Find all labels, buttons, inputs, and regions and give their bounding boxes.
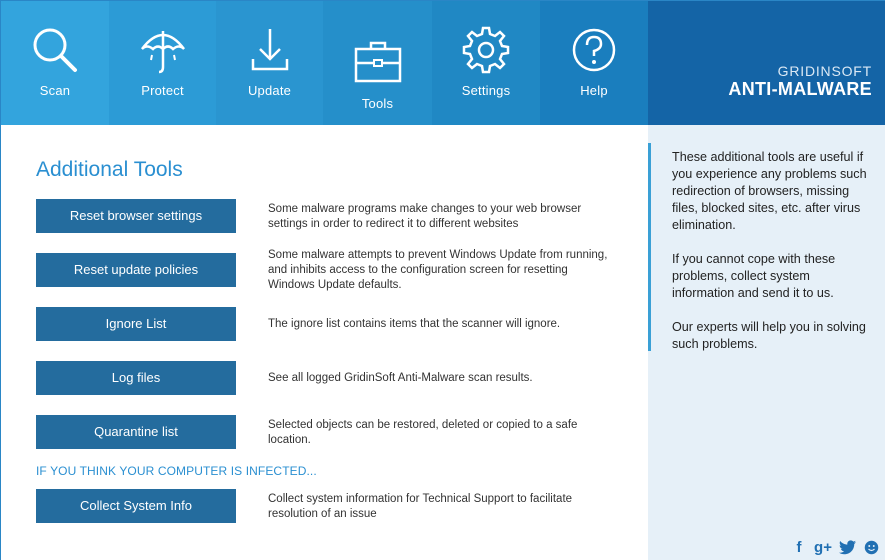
page-title: Additional Tools [36, 158, 183, 181]
info-paragraph: These additional tools are useful if you experience any problems such redirection of browsers, missing files, blocked sites, etc. after virus elimination. [672, 150, 867, 232]
info-paragraph: Our experts will help you in solving such problems. [672, 320, 866, 351]
tab-tools-label: Tools [361, 96, 394, 111]
social-links [790, 538, 880, 556]
info-panel-text [672, 149, 872, 370]
info-panel [648, 125, 885, 560]
gear-icon [432, 25, 540, 79]
umbrella-icon [109, 25, 216, 79]
infected-heading: IF YOU THINK YOUR COMPUTER IS INFECTED... [36, 464, 317, 478]
reset-update-policies-description: Some malware attempts to prevent Windows Update from running, and inhibits access to the configuration screen for resetting Windows Update defaults. [268, 249, 608, 291]
tab-scan-label: Scan [39, 83, 71, 98]
tab-tools[interactable] [323, 1, 432, 137]
google-plus-icon[interactable]: g+ [814, 538, 832, 556]
download-icon [216, 25, 323, 79]
facebook-icon[interactable]: f [796, 538, 802, 556]
tab-settings[interactable] [432, 1, 540, 125]
twitter-icon[interactable] [838, 538, 856, 556]
toolbox-icon [323, 39, 432, 93]
reset-browser-settings-button[interactable]: Reset browser settings [36, 199, 236, 233]
tab-help[interactable] [540, 1, 648, 125]
brand-logo [648, 1, 885, 125]
log-files-description: See all logged GridinSoft Anti-Malware scan results. [268, 372, 533, 384]
brand-product: ANTI-MALWARE [728, 79, 872, 99]
tab-protect-label: Protect [141, 83, 184, 98]
ignore-list-description: The ignore list contains items that the scanner will ignore. [268, 318, 561, 330]
info-panel-accent [648, 143, 651, 351]
info-paragraph: If you cannot cope with these problems, collect system information and send it to us. [672, 252, 836, 300]
quarantine-list-description: Selected objects can be restored, deleted or copied to a safe location. [268, 419, 578, 446]
search-icon [1, 25, 109, 79]
tab-settings-label: Settings [461, 83, 511, 98]
collect-system-info-button[interactable]: Collect System Info [36, 489, 236, 523]
reset-browser-settings-description: Some malware programs make changes to your web browser settings in order to redirect it to different websites [268, 203, 582, 230]
main-content [1, 125, 648, 560]
tab-help-label: Help [580, 83, 608, 98]
help-icon [540, 25, 648, 79]
brand-company: GRIDINSOFT [777, 63, 872, 79]
log-files-button[interactable]: Log files [36, 361, 236, 395]
feedback-smiley-icon[interactable] [862, 538, 880, 556]
top-navigation [1, 1, 885, 125]
ignore-list-button[interactable]: Ignore List [36, 307, 236, 341]
collect-system-info-description: Collect system information for Technical Support to facilitate resolution of an issue [268, 493, 573, 520]
quarantine-list-button[interactable]: Quarantine list [36, 415, 236, 449]
tab-protect[interactable] [109, 1, 216, 125]
tab-update[interactable] [216, 1, 323, 125]
tab-update-label: Update [247, 83, 292, 98]
tab-scan[interactable] [1, 1, 109, 125]
reset-update-policies-button[interactable]: Reset update policies [36, 253, 236, 287]
